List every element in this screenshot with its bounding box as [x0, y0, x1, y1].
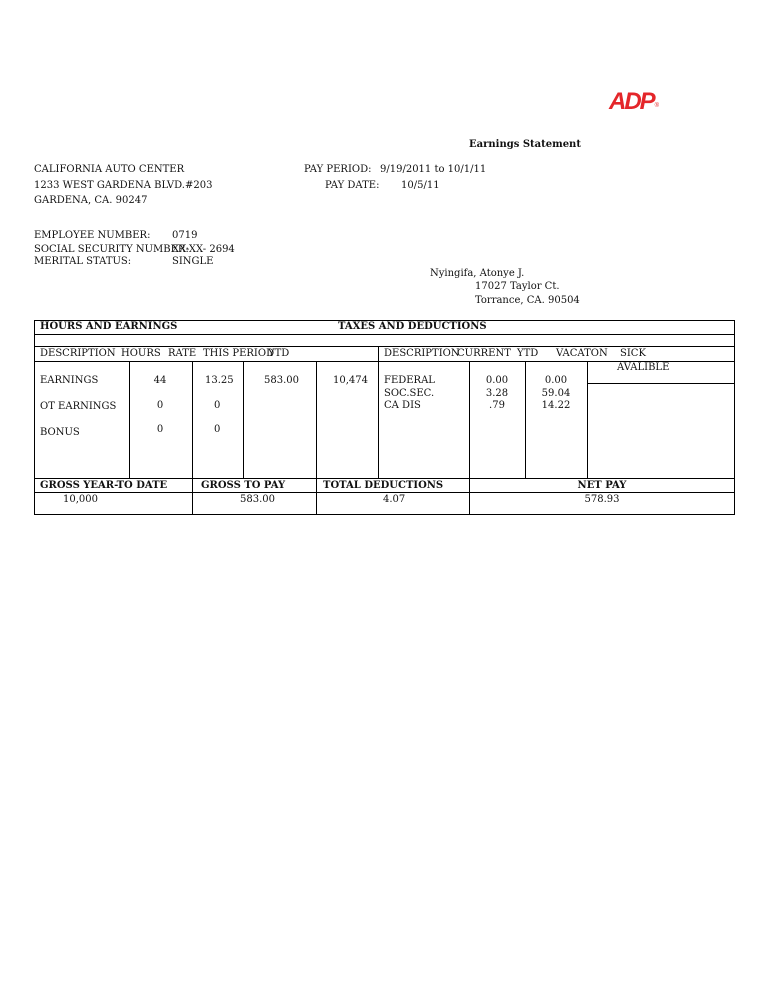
table-col-divider: [129, 361, 130, 478]
employer-address-2: GARDENA, CA. 90247: [34, 195, 148, 206]
table-rule: [587, 383, 735, 384]
table-rule: [34, 478, 735, 479]
tax-header-current: CURRENT: [457, 348, 511, 359]
table-col-divider: [316, 361, 317, 478]
tax-header-vacation: VACATON: [556, 348, 608, 359]
table-border-left: [34, 320, 35, 515]
earn-header-description: DESCRIPTION: [40, 348, 116, 359]
pay-period-value: 9/19/2011 to 10/1/11: [380, 164, 487, 175]
federal-desc: FEDERAL: [384, 375, 435, 386]
gross-ytd-value: 10,000: [63, 494, 98, 505]
ssn-label: SOCIAL SECURITY NUMBER:: [34, 244, 189, 255]
earnings-hours: 44: [153, 375, 167, 386]
earnings-ytd: 10,474: [333, 375, 368, 386]
table-col-divider: [587, 361, 588, 478]
table-col-divider: [243, 361, 244, 478]
earnings-rate: 13.25: [205, 375, 234, 386]
earnings-desc: EARNINGS: [40, 375, 99, 386]
table-border-bottom: [34, 514, 735, 515]
table-rule: [34, 492, 735, 493]
marital-status-label: MERITAL STATUS:: [34, 256, 132, 267]
table-col-divider: [525, 361, 526, 478]
employer-address-1: 1233 WEST GARDENA BLVD.#203: [34, 180, 213, 191]
ca-dis-desc: CA DIS: [384, 400, 421, 411]
ssn-value: XX-XX- 2694: [172, 244, 235, 255]
table-col-divider: [192, 478, 193, 515]
table-rule: [34, 334, 735, 335]
employee-number-label: EMPLOYEE NUMBER:: [34, 230, 151, 241]
bonus-desc: BONUS: [40, 427, 80, 438]
soc-sec-desc: SOC.SEC.: [384, 388, 435, 399]
table-col-divider: [469, 361, 470, 478]
employee-number-value: 0719: [172, 230, 198, 241]
soc-sec-ytd: 59.04: [541, 388, 571, 399]
hours-earnings-heading: HOURS AND EARNINGS: [40, 321, 178, 332]
logo-text: ADP: [609, 88, 654, 115]
bonus-hours: 0: [156, 424, 164, 435]
pay-period-label: PAY PERIOD:: [304, 164, 372, 175]
table-col-divider: [192, 361, 193, 478]
statement-title: Earnings Statement: [469, 139, 581, 150]
taxes-deductions-heading: TAXES AND DEDUCTIONS: [338, 321, 487, 332]
total-deductions-value: 4.07: [383, 494, 406, 505]
ot-earnings-rate: 0: [214, 400, 221, 411]
tax-header-ytd: YTD: [517, 348, 539, 359]
adp-logo: [609, 89, 659, 115]
tax-header-description: DESCRIPTION: [384, 348, 460, 359]
gross-to-pay-value: 583.00: [240, 494, 275, 505]
employee-address-1: 17027 Taylor Ct.: [475, 281, 560, 292]
total-deductions-label: TOTAL DEDUCTIONS: [323, 480, 444, 491]
table-col-divider: [316, 478, 317, 515]
net-pay-value: 578.93: [584, 494, 620, 505]
logo-registered-mark: ®: [654, 103, 659, 109]
ot-earnings-desc: OT EARNINGS: [40, 401, 117, 412]
table-rule: [34, 346, 735, 347]
ca-dis-ytd: 14.22: [541, 400, 571, 411]
ca-dis-current: .79: [489, 400, 505, 411]
soc-sec-current: 3.28: [485, 388, 509, 399]
earn-header-hours: HOURS: [121, 348, 161, 359]
earn-header-ytd: YTD: [268, 348, 290, 359]
pay-date-value: 10/5/11: [401, 180, 440, 191]
marital-status-value: SINGLE: [172, 256, 214, 267]
bonus-rate: 0: [214, 424, 221, 435]
tax-header-sick: SICK: [620, 348, 646, 359]
employee-name: Nyingifa, Atonye J.: [430, 268, 525, 279]
table-col-divider: [378, 361, 379, 478]
gross-ytd-label: GROSS YEAR-TO DATE: [40, 480, 168, 491]
table-col-divider: [378, 346, 379, 361]
table-border-right: [734, 320, 735, 515]
earn-header-this-period: THIS PERIOD: [203, 348, 275, 359]
tax-header-available: AVALIBLE: [617, 362, 670, 373]
federal-current: 0.00: [485, 375, 509, 386]
employer-name: CALIFORNIA AUTO CENTER: [34, 164, 185, 175]
pay-date-label: PAY DATE:: [325, 180, 380, 191]
federal-ytd: 0.00: [544, 375, 568, 386]
earn-header-rate: RATE: [168, 348, 197, 359]
net-pay-label: NET PAY: [577, 480, 627, 491]
ot-earnings-hours: 0: [156, 400, 164, 411]
employee-address-2: Torrance, CA. 90504: [475, 295, 580, 306]
earnings-this-period: 583.00: [264, 375, 299, 386]
gross-to-pay-label: GROSS TO PAY: [201, 480, 286, 491]
